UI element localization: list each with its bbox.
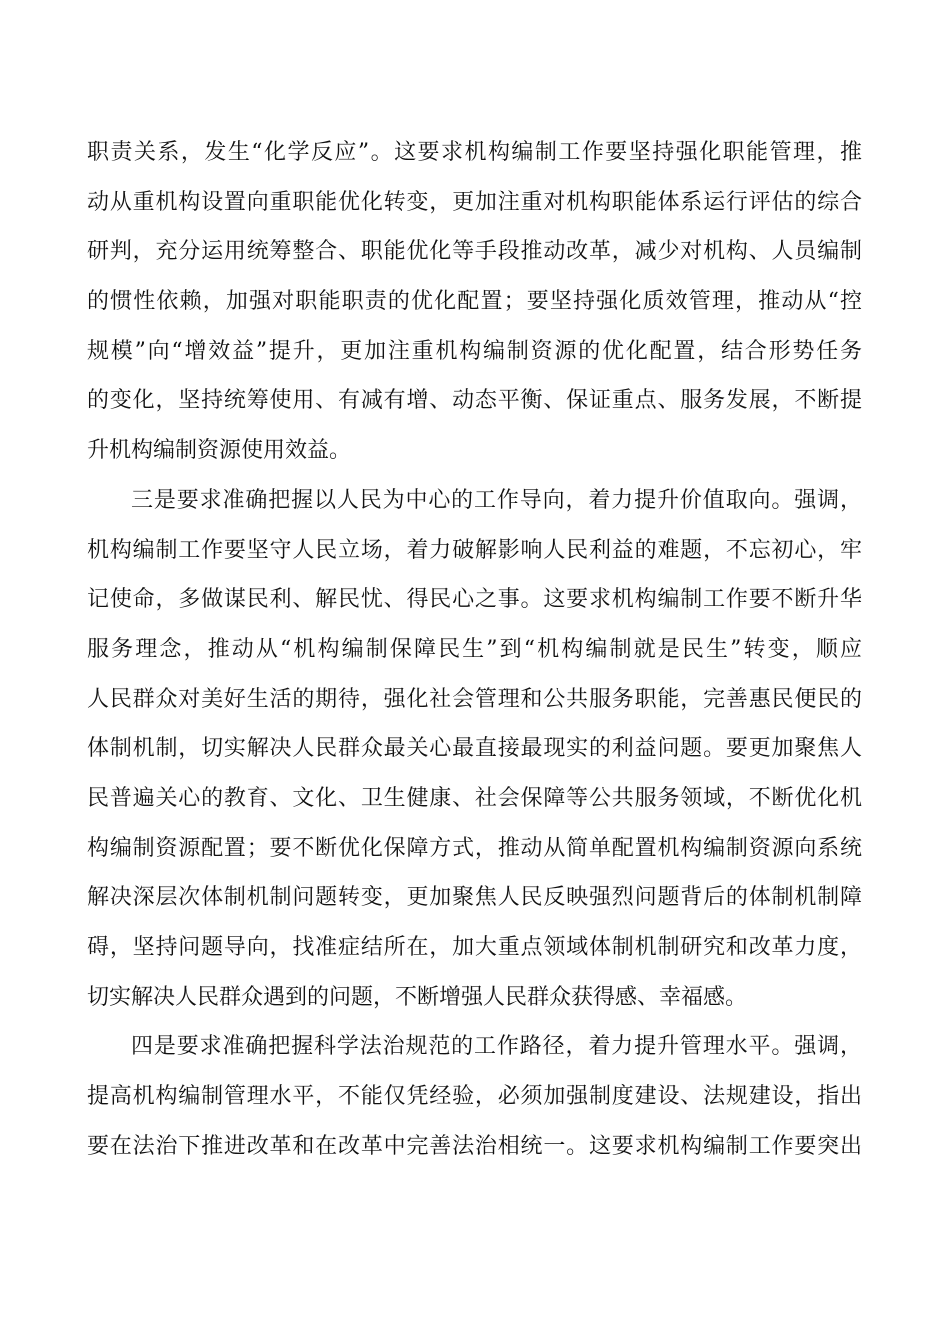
paragraph-line: 要在法治下推进改革和在改革中完善法治相统一。这要求机构编制工作要突出 (87, 1133, 862, 1159)
paragraph-line: 民普遍关心的教育、文化、卫生健康、社会保障等公共服务领域，不断优化机 (87, 785, 862, 811)
paragraph-line: 人民群众对美好生活的期待，强化社会管理和公共服务职能，完善惠民便民的 (87, 686, 862, 712)
paragraph-line: 动从重机构设置向重职能优化转变，更加注重对机构职能体系运行评估的综合 (87, 189, 862, 215)
paragraph-line: 服务理念，推动从“机构编制保障民生”到“机构编制就是民生”转变，顺应 (87, 636, 862, 662)
paragraph-line: 切实解决人民群众遇到的问题，不断增强人民群众获得感、幸福感。 (87, 984, 748, 1010)
paragraph-line: 构编制资源配置；要不断优化保障方式，推动从简单配置机构编制资源向系统 (87, 835, 862, 861)
paragraph-line: 记使命，多做谋民利、解民忧、得民心之事。这要求机构编制工作要不断升华 (87, 587, 862, 613)
paragraph-line: 机构编制工作要坚守人民立场，着力破解影响人民利益的难题，不忘初心，牢 (87, 537, 862, 563)
paragraph-line: 解决深层次体制机制问题转变，更加聚焦人民反映强烈问题背后的体制机制障 (87, 885, 862, 911)
paragraph-line: 的变化，坚持统筹使用、有减有增、动态平衡、保证重点、服务发展，不断提 (87, 388, 862, 414)
body-text (87, 128, 862, 1171)
paragraph-first-line: 三是要求准确把握以人民为中心的工作导向，着力提升价值取向。强调， (131, 487, 862, 513)
paragraph-line: 规模”向“增效益”提升，更加注重机构编制资源的优化配置，结合形势任务 (87, 338, 862, 364)
paragraph-line: 研判，充分运用统筹整合、职能优化等手段推动改革，减少对机构、人员编制 (87, 239, 862, 265)
paragraph-first-line: 四是要求准确把握科学法治规范的工作路径，着力提升管理水平。强调， (131, 1034, 862, 1060)
paragraph-line: 提高机构编制管理水平，不能仅凭经验，必须加强制度建设、法规建设，指出 (87, 1084, 862, 1110)
paragraph-line: 职责关系，发生“化学反应”。这要求机构编制工作要坚持强化职能管理，推 (87, 140, 862, 165)
paragraph-line: 碍，坚持问题导向，找准症结所在，加大重点领域体制机制研究和改革力度， (87, 935, 862, 960)
paragraph-line: 升机构编制资源使用效益。 (87, 438, 352, 464)
paragraph-line: 的惯性依赖，加强对职能职责的优化配置；要坚持强化质效管理，推动从“控 (87, 289, 862, 315)
paragraph-line: 体制机制，切实解决人民群众最关心最直接最现实的利益问题。要更加聚焦人 (87, 736, 862, 762)
